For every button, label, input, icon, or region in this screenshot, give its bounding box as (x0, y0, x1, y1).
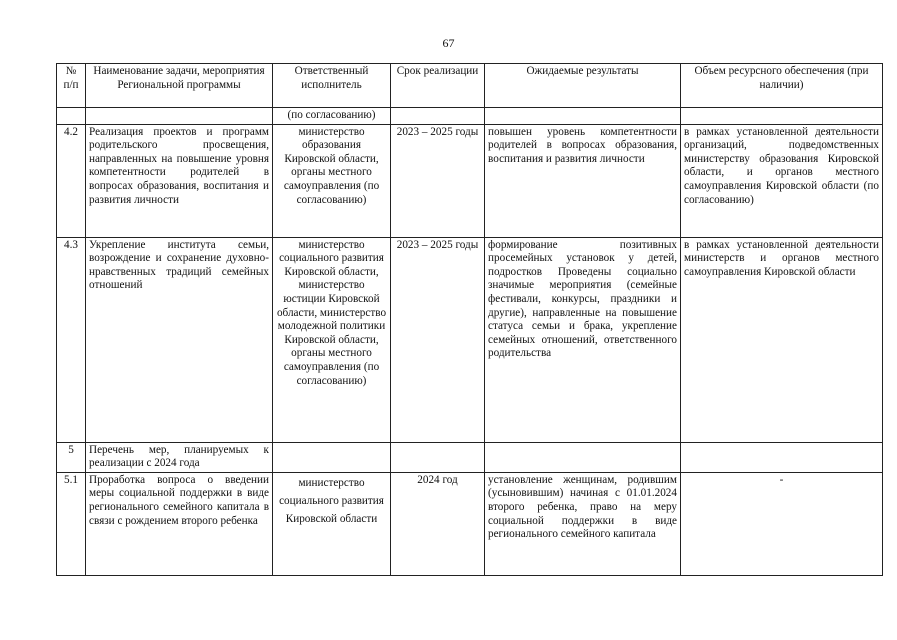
cell-results: установление женщинам, родившим (усыновившим) начиная с 01.01.2024 второго ребенка, право на меру социальной поддержки в виде регионального семейного капитала (485, 472, 681, 575)
cell-num: 4.3 (57, 237, 86, 442)
cell-resources: в рамках установленной деятельности организаций, подведомственных министерству образования Кировской области, и органов местного самоуправления Кировской области (по согласованию) (681, 124, 883, 237)
header-resources: Объем ресурсного обеспечения (при наличии) (681, 64, 883, 108)
cell-responsible: министерство социального развития Кировской области, министерство юстиции Кировской области, министерство молодежной политики Кировской области, органы местного самоуправления (по согласованию) (273, 237, 391, 442)
table-row (57, 237, 883, 442)
table-header-row (57, 64, 883, 108)
cell-responsible (273, 442, 391, 472)
cell-num: 5.1 (57, 472, 86, 575)
header-task: Наименование задачи, мероприятия Региональной программы (86, 64, 273, 108)
cell-results: повышен уровень компетентности родителей в вопросах образования, воспитания и развития личности (485, 124, 681, 237)
table-row (57, 124, 883, 237)
header-num: № п/п (57, 64, 86, 108)
header-results: Ожидаемые результаты (485, 64, 681, 108)
cell-responsible: министерство социального развития Кировской области (273, 472, 391, 575)
cell-responsible: (по согласованию) (273, 108, 391, 125)
measures-table (56, 63, 883, 576)
cell-term: 2023 – 2025 годы (391, 124, 485, 237)
cell-task: Реализация проектов и программ родительского просвещения, направленных на повышение уровня компетентности родителей в вопросах образования, воспитания и развития личности (86, 124, 273, 237)
cell-task: Перечень мер, планируемых к реализации с 2024 года (86, 442, 273, 472)
page-number: 67 (442, 36, 455, 50)
cell-resources: - (681, 472, 883, 575)
cell-term (391, 442, 485, 472)
table-row (57, 108, 883, 125)
cell-responsible: министерство образования Кировской области, органы местного самоуправления (по согласованию) (273, 124, 391, 237)
header-responsible: Ответственный исполнитель (273, 64, 391, 108)
header-term: Срок реализации (391, 64, 485, 108)
cell-task: Проработка вопроса о введении меры социальной поддержки в виде регионального семейного капитала в связи с рождением второго ребенка (86, 472, 273, 575)
table-row (57, 442, 883, 472)
cell-task: Укрепление института семьи, возрождение и сохранение духовно-нравственных традиций семейных отношений (86, 237, 273, 442)
table-row (57, 472, 883, 575)
cell-num: 4.2 (57, 124, 86, 237)
cell-resources: в рамках установленной деятельности министерств и органов местного самоуправления Кировской области (681, 237, 883, 442)
cell-results (485, 442, 681, 472)
cell-resources (681, 442, 883, 472)
cell-results: формирование позитивных просемейных установок у детей, подростков Проведены социально значимые мероприятия (семейные фестивали, конкурсы, праздники и другие), направленные на повышение статуса семьи и брака, укрепление семейных отношений, ответственного родительства (485, 237, 681, 442)
cell-num: 5 (57, 442, 86, 472)
cell-term: 2024 год (391, 472, 485, 575)
cell-term: 2023 – 2025 годы (391, 237, 485, 442)
